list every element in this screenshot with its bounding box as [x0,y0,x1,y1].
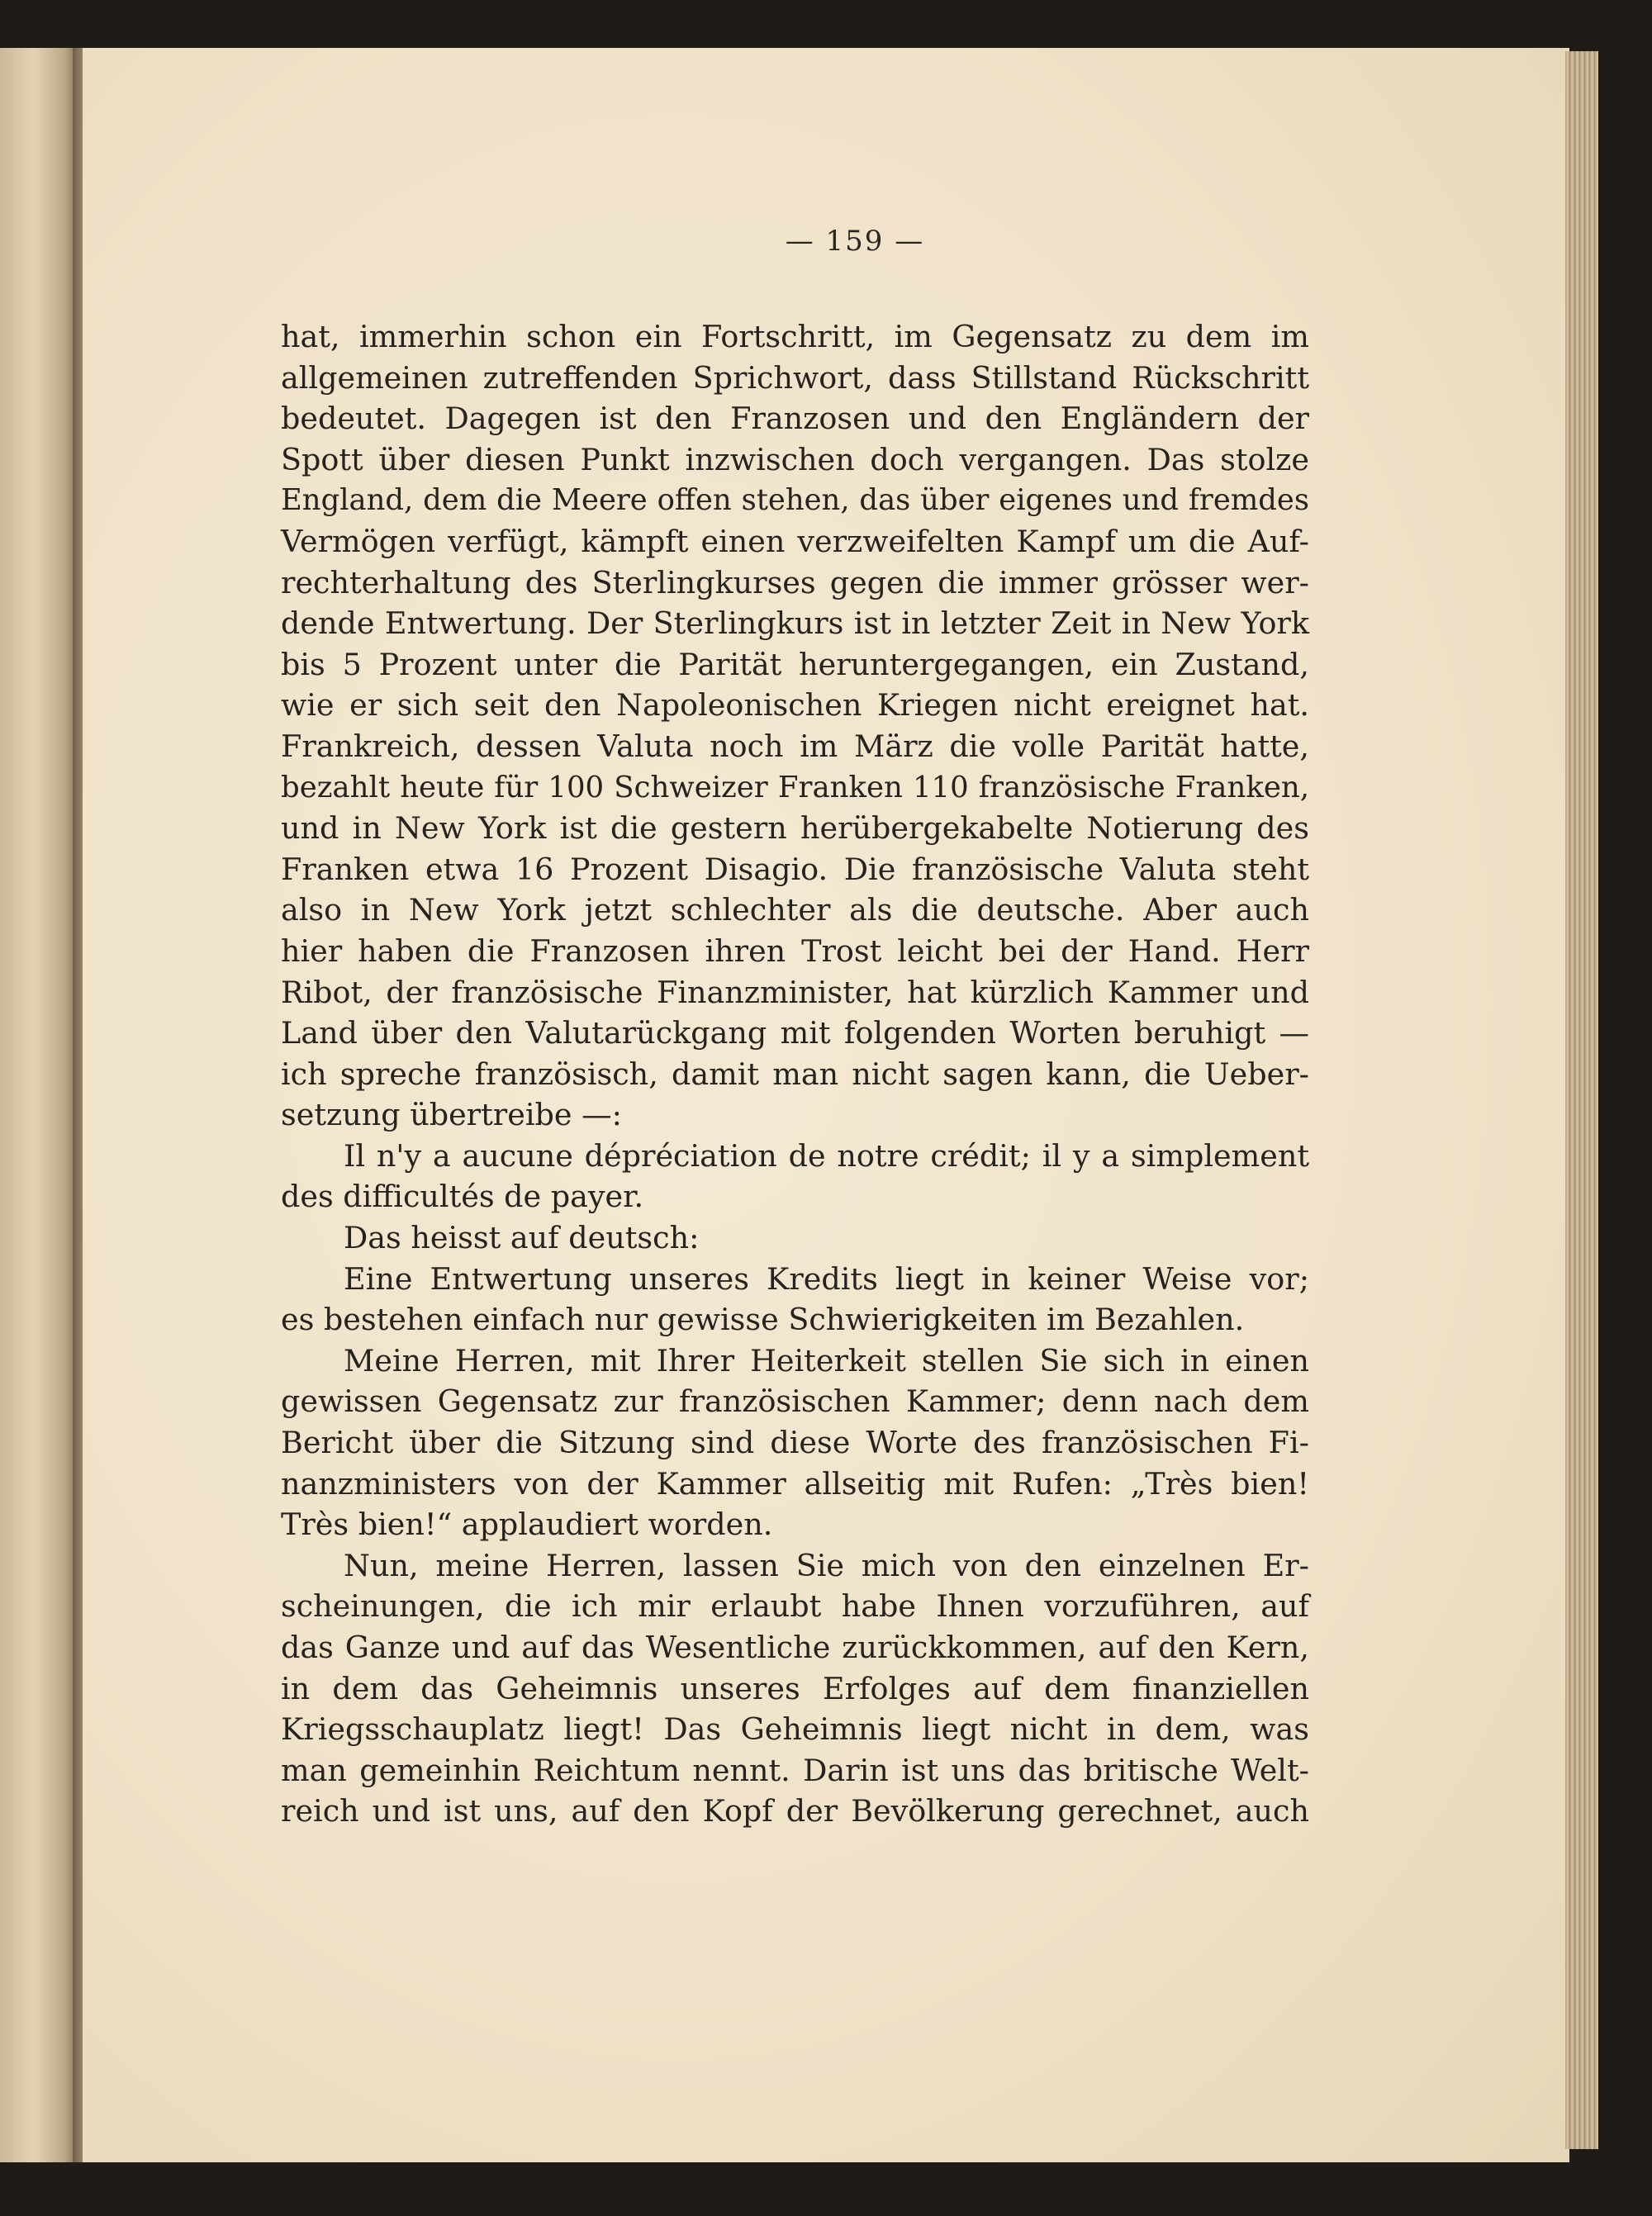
text-line: Kriegsschauplatz liegt! Das Geheimnis liegt nicht in dem, was [281,1711,1309,1748]
page-block-edges [1565,51,1598,2149]
text-line: Land über den Valutarückgang mit folgenden Worten beruhigt — [281,1015,1309,1051]
text-line: Vermögen verfügt, kämpft einen verzweifelten Kampf um die Auf- [281,523,1309,559]
text-line: Frankreich, dessen Valuta noch im März die volle Parität hatte, [281,728,1309,764]
text-line: Nun, meine Herren, lassen Sie mich von den einzelnen Er- [344,1547,1309,1583]
text-line: Meine Herren, mit Ihrer Heiterkeit stellen Sie sich in einen [344,1342,1309,1378]
text-line: England, dem die Meere offen stehen, das über eigenes und fremdes [281,483,1309,518]
text-line: man gemeinhin Reichtum nennt. Darin ist uns das britische Welt- [281,1752,1309,1788]
text-line: Très bien!“ applaudiert worden. [281,1507,773,1543]
text-line: nanzministers von der Kammer allseitig mit Rufen: „Très bien! [281,1465,1309,1502]
text-line: bezahlt heute für 100 Schweizer Franken 110 französische Franken, [281,770,1309,804]
text-line: wie er sich seit den Napoleonischen Kriegen nicht ereignet hat. [281,687,1309,724]
text-line: allgemeinen zutreffenden Sprichwort, dass Stillstand Rückschritt [281,359,1309,396]
text-line: dende Entwertung. Der Sterlingkurs ist in letzter Zeit in New York [281,605,1309,642]
text-line: also in New York jetzt schlechter als die deutsche. Aber auch [281,892,1309,928]
text-line: bis 5 Prozent unter die Parität heruntergegangen, ein Zustand, [281,646,1309,682]
text-line: in dem das Geheimnis unseres Erfolges auf dem finanziellen [281,1670,1309,1706]
text-line: Il n'y a aucune dépréciation de notre crédit; il y a simplement [344,1137,1309,1174]
text-line: Bericht über die Sitzung sind diese Worte des französischen Fi- [281,1425,1309,1461]
page-number: — 159 — [785,225,925,258]
text-line: reich und ist uns, auf den Kopf der Bevölkerung gerechnet, auch [281,1793,1309,1829]
text-line: Franken etwa 16 Prozent Disagio. Die französische Valuta steht [281,851,1309,887]
text-line: Eine Entwertung unseres Kredits liegt in keiner Weise vor; [344,1260,1309,1297]
text-line: rechterhaltung des Sterlingkurses gegen die immer grösser wer- [281,564,1309,600]
left-page-edge [0,48,76,2162]
text-line: gewissen Gegensatz zur französischen Kammer; denn nach dem [281,1383,1309,1420]
text-line: bedeutet. Dagegen ist den Franzosen und den Engländern der [281,401,1309,437]
text-line: setzung übertreibe —: [281,1097,622,1133]
text-line: hat, immerhin schon ein Fortschritt, im Gegensatz zu dem im [281,319,1309,354]
text-line: Das heisst auf deutsch: [344,1220,700,1256]
text-line: Ribot, der französische Finanzminister, hat kürzlich Kammer und [281,974,1309,1010]
text-line: das Ganze und auf das Wesentliche zurückkommen, auf den Kern, [281,1630,1309,1665]
text-line: hier haben die Franzosen ihren Trost leicht bei der Hand. Herr [281,932,1309,969]
body-text [281,316,1309,1832]
text-line: scheinungen, die ich mir erlaubt habe Ihnen vorzuführen, auf [281,1588,1309,1625]
text-line: ich spreche französisch, damit man nicht sagen kann, die Ueber- [281,1056,1309,1092]
text-line: es bestehen einfach nur gewisse Schwierigkeiten im Bezahlen. [281,1302,1245,1338]
text-line: und in New York ist die gestern herübergekabelte Notierung des [281,810,1309,847]
text-line: des difficultés de payer. [281,1179,644,1215]
text-line: Spott über diesen Punkt inzwischen doch vergangen. Das stolze [281,441,1309,477]
